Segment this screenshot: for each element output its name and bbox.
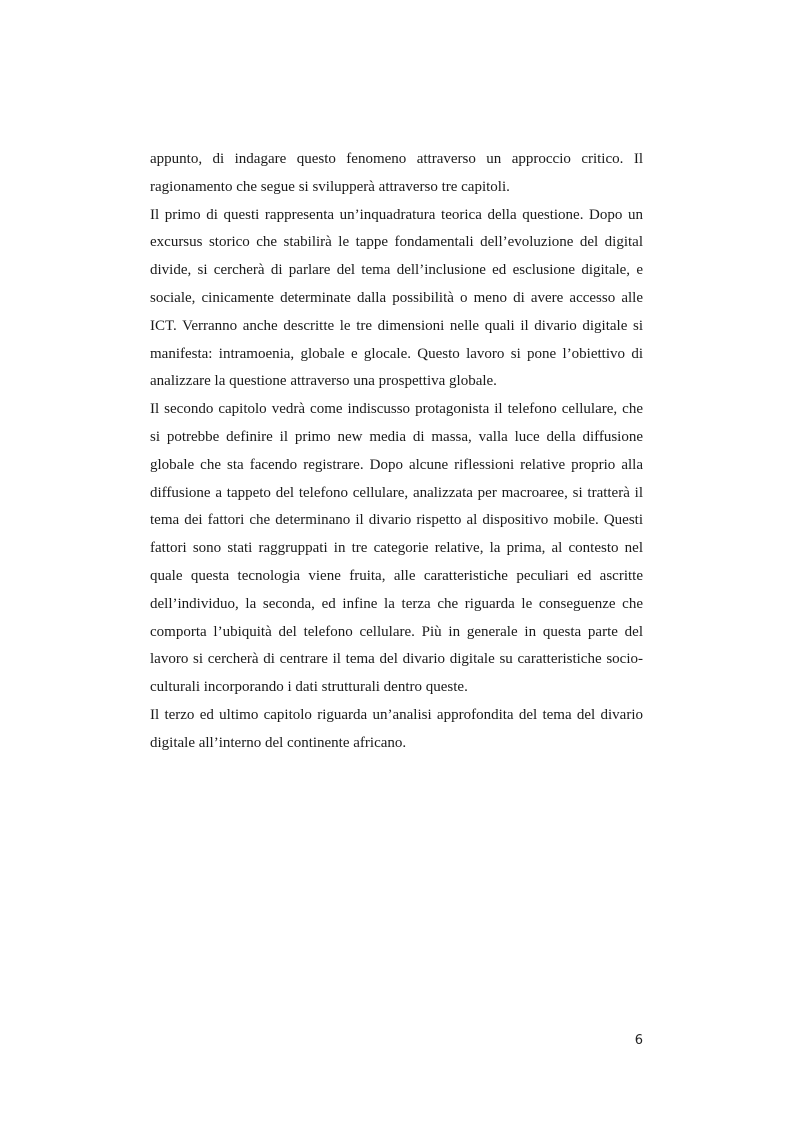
- paragraph-intro-continuation: appunto, di indagare questo fenomeno attraverso un approccio critico. Il ragionamento che segue si svilupperà attraverso tre capitoli.: [150, 151, 643, 195]
- paragraph-chapter-one: Il primo di questi rappresenta un’inquadratura teorica della questione. Dopo un excursus storico che stabilirà le tappe fondamentali dell’evoluzione del digital divide, si cercherà di parlare del tema dell’inclusione ed esclusione digitale, e sociale, cinicamente determinate dalla possibilità o meno di avere accesso alle ICT. Verranno anche descritte le tre dimensioni nelle quali il divario digitale si manifesta: intramoenia, globale e glocale. Questo lavoro si pone l’obiettivo di analizzare la questione attraverso una prospettiva globale.: [150, 206, 643, 390]
- paragraph-chapter-three: Il terzo ed ultimo capitolo riguarda un’analisi approfondita del tema del divario digitale all’interno del continente africano.: [150, 706, 643, 751]
- page-number: 6: [634, 1033, 643, 1048]
- paragraph-chapter-two: Il secondo capitolo vedrà come indiscusso protagonista il telefono cellulare, che si potrebbe definire il primo new media di massa, valla luce della diffusione globale che sta facendo registrare. Dopo alcune riflessioni relative proprio alla diffusione a tappeto del telefono cellulare, analizzata per macroaree, si tratterà il tema dei fattori che determinano il divario rispetto al dispositivo mobile. Questi fattori sono stati raggruppati in tre categorie relative, la prima, al contesto nel quale questa tecnologia viene fruita, alle caratteristiche peculiari ed ascritte dell’individuo, la seconda, ed infine la terza che riguarda le conseguenze che comporta l’ubiquità del telefono cellulare. Più in generale in questa parte del lavoro si cercherà di centrare il tema del divario digitale su caratteristiche socio-culturali incorporando i dati strutturali dentro queste.: [150, 401, 643, 696]
- body-text: [150, 146, 643, 758]
